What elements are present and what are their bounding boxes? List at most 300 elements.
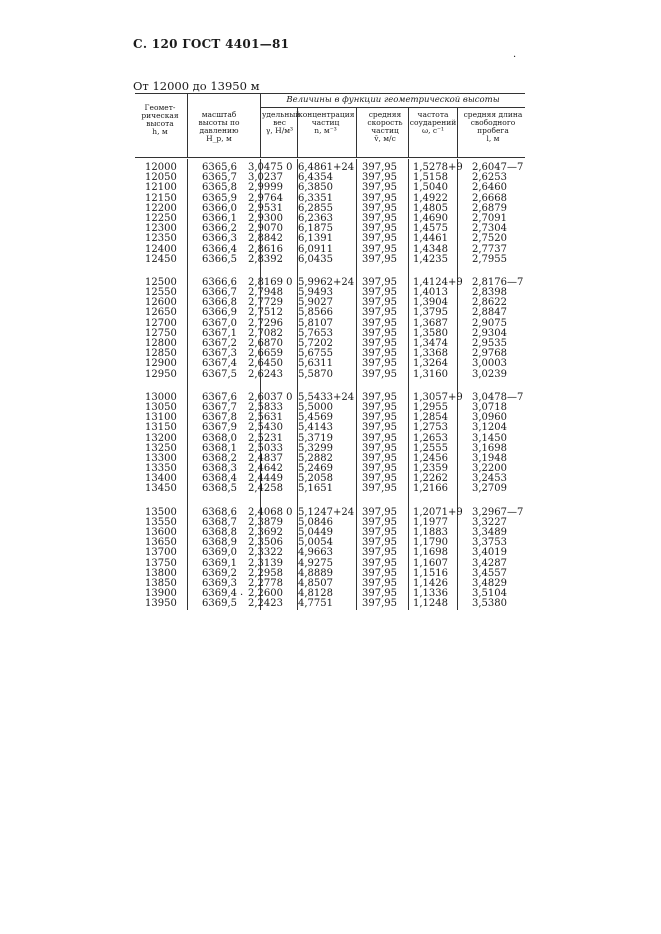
cell-specific-weight: 2,7296 (248, 317, 283, 329)
cell-mean-free-path: 2,8398 (472, 287, 507, 299)
cell-concentration: 5,4569 (298, 412, 333, 424)
cell-mean-free-path: 3,3489 (472, 527, 507, 538)
cell-scale-height: 6367,9 (202, 422, 237, 434)
cell-altitude: 13600 (145, 527, 177, 538)
atmosphere-table (135, 93, 525, 610)
cell-mean-free-path: 2,8847 (472, 307, 507, 319)
cell-mean-free-path: 3,1204 (472, 422, 507, 434)
cell-altitude: 13500 (145, 506, 177, 518)
cell-mean-free-path: 2,9768 (472, 348, 507, 360)
cell-mean-speed: 397,95 (362, 557, 397, 569)
cell-concentration: 4,8889 (298, 567, 333, 579)
cell-concentration: 5,7653 (298, 327, 333, 339)
cell-collision-frequency: 1,4461 (413, 233, 448, 245)
cell-mean-speed: 397,95 (362, 233, 397, 245)
cell-specific-weight: 2,9070 (248, 223, 283, 235)
cell-collision-frequency: 1,5278+9 (413, 162, 463, 173)
cell-collision-frequency: 1,1977 (413, 516, 448, 528)
cell-altitude: 13050 (145, 401, 177, 413)
cell-mean-speed: 397,95 (362, 506, 397, 518)
cell-concentration: 6,1875 (298, 223, 333, 235)
cell-altitude: 12650 (145, 307, 177, 319)
table-head (135, 93, 525, 158)
cell-concentration: 5,9962+24 (298, 276, 355, 288)
cell-mean-speed: 397,95 (362, 192, 397, 204)
cell-scale-height: 6366,3 (202, 233, 237, 245)
cell-specific-weight: 2,5833 (248, 401, 283, 413)
cell-altitude: 13400 (145, 473, 177, 485)
cell-collision-frequency: 1,3904 (413, 297, 448, 309)
table-row (135, 234, 525, 244)
cell-scale-height: 6366,9 (202, 307, 237, 319)
group-header: Величины в функции геометрической высоты (261, 94, 525, 108)
cell-mean-speed: 397,95 (362, 368, 397, 380)
table-body (135, 163, 525, 610)
cell-specific-weight: 2,8842 (248, 233, 283, 245)
cell-mean-speed: 397,95 (362, 327, 397, 339)
cell-collision-frequency: 1,1607 (413, 557, 448, 569)
cell-scale-height: 6369,3 (202, 577, 237, 589)
cell-altitude: 13100 (145, 412, 177, 424)
cell-mean-speed: 397,95 (362, 516, 397, 528)
cell-mean-free-path: 3,2200 (472, 463, 507, 475)
cell-mean-speed: 397,95 (362, 527, 397, 538)
cell-specific-weight: 2,9300 (248, 212, 283, 224)
cell-specific-weight: 2,4449 (248, 473, 283, 485)
cell-altitude: 12000 (145, 162, 177, 173)
cell-scale-height: 6366,4 (202, 243, 237, 255)
cell-mean-speed: 397,95 (362, 338, 397, 349)
cell-scale-height: 6367,7 (202, 401, 237, 413)
table-row (135, 484, 525, 494)
col-header-collision-frequency: частота соударений ω, с⁻¹ (409, 110, 457, 135)
cell-specific-weight: 2,4642 (248, 463, 283, 475)
stray-mark: · (240, 590, 244, 601)
cell-concentration: 5,1651 (298, 483, 333, 495)
cell-mean-free-path: 2,6253 (472, 172, 507, 184)
cell-scale-height: 6366,8 (202, 297, 237, 309)
cell-mean-free-path: 3,0003 (472, 358, 507, 370)
cell-specific-weight: 2,4258 (248, 483, 283, 495)
cell-altitude: 13450 (145, 483, 177, 495)
cell-specific-weight: 2,6870 (248, 338, 283, 349)
cell-concentration: 6,0911 (298, 243, 333, 255)
cell-mean-free-path: 3,4019 (472, 547, 507, 559)
cell-concentration: 4,8128 (298, 588, 333, 600)
cell-mean-free-path: 2,6668 (472, 192, 507, 204)
cell-collision-frequency: 1,1336 (413, 588, 448, 600)
cell-mean-free-path: 2,7955 (472, 253, 507, 265)
cell-collision-frequency: 1,2359 (413, 463, 448, 475)
cell-mean-speed: 397,95 (362, 212, 397, 224)
cell-concentration: 5,4143 (298, 422, 333, 434)
cell-collision-frequency: 1,2456 (413, 452, 448, 464)
col-divider (260, 94, 261, 157)
cell-mean-speed: 397,95 (362, 223, 397, 235)
cell-collision-frequency: 1,2653 (413, 432, 448, 444)
cell-scale-height: 6368,6 (202, 506, 237, 518)
cell-collision-frequency: 1,4690 (413, 212, 448, 224)
cell-specific-weight: 2,3322 (248, 547, 283, 559)
cell-mean-free-path: 3,4557 (472, 567, 507, 579)
cell-collision-frequency: 1,3687 (413, 317, 448, 329)
cell-concentration: 6,3351 (298, 192, 333, 204)
cell-scale-height: 6369,4 (202, 588, 237, 600)
cell-mean-speed: 397,95 (362, 317, 397, 329)
cell-specific-weight: 2,3879 (248, 516, 283, 528)
page-header: С. 120 ГОСТ 4401—81 (133, 37, 290, 51)
cell-concentration: 5,0054 (298, 537, 333, 549)
cell-specific-weight: 2,5231 (248, 432, 283, 444)
cell-specific-weight: 2,4837 (248, 452, 283, 464)
cell-altitude: 13300 (145, 452, 177, 464)
cell-mean-free-path: 3,0960 (472, 412, 507, 424)
cell-concentration: 6,2855 (298, 202, 333, 214)
col-header-scale-height: масштаб высоты по давлению H_p, м (198, 110, 240, 143)
cell-concentration: 6,2363 (298, 212, 333, 224)
cell-concentration: 5,2058 (298, 473, 333, 485)
cell-scale-height: 6368,3 (202, 463, 237, 475)
cell-mean-free-path: 2,6460 (472, 182, 507, 194)
cell-collision-frequency: 1,2555 (413, 442, 448, 454)
cell-scale-height: 6367,1 (202, 327, 237, 339)
cell-concentration: 4,8507 (298, 577, 333, 589)
cell-collision-frequency: 1,3264 (413, 358, 448, 370)
cell-scale-height: 6366,2 (202, 223, 237, 235)
cell-specific-weight: 2,9999 (248, 182, 283, 194)
cell-concentration: 4,9663 (298, 547, 333, 559)
cell-specific-weight: 2,6037 0 (248, 391, 293, 403)
cell-scale-height: 6366,5 (202, 253, 237, 265)
cell-mean-speed: 397,95 (362, 577, 397, 589)
cell-concentration: 5,1247+24 (298, 506, 355, 518)
cell-collision-frequency: 1,3580 (413, 327, 448, 339)
cell-specific-weight: 2,5631 (248, 412, 283, 424)
cell-concentration: 5,3299 (298, 442, 333, 454)
cell-altitude: 13950 (145, 598, 177, 610)
cell-mean-speed: 397,95 (362, 412, 397, 424)
cell-mean-free-path: 3,1450 (472, 432, 507, 444)
cell-scale-height: 6368,9 (202, 537, 237, 549)
cell-mean-free-path: 2,7304 (472, 223, 507, 235)
cell-mean-speed: 397,95 (362, 276, 397, 288)
cell-mean-free-path: 3,1698 (472, 442, 507, 454)
cell-mean-speed: 397,95 (362, 537, 397, 549)
cell-altitude: 12200 (145, 202, 177, 214)
cell-concentration: 6,4354 (298, 172, 333, 184)
cell-collision-frequency: 1,4805 (413, 202, 448, 214)
cell-mean-free-path: 2,9304 (472, 327, 507, 339)
cell-collision-frequency: 1,1790 (413, 537, 448, 549)
cell-collision-frequency: 1,1516 (413, 567, 448, 579)
cell-scale-height: 6368,4 (202, 473, 237, 485)
cell-concentration: 5,5000 (298, 401, 333, 413)
cell-scale-height: 6367,6 (202, 391, 237, 403)
cell-specific-weight: 2,2600 (248, 588, 283, 600)
cell-collision-frequency: 1,1883 (413, 527, 448, 538)
cell-scale-height: 6367,3 (202, 348, 237, 360)
table-row (135, 370, 525, 380)
cell-scale-height: 6365,6 (202, 162, 237, 173)
cell-mean-free-path: 2,6047—7 (472, 162, 524, 173)
cell-mean-speed: 397,95 (362, 182, 397, 194)
row-group (135, 393, 525, 495)
cell-mean-speed: 397,95 (362, 567, 397, 579)
cell-mean-free-path: 3,4829 (472, 577, 507, 589)
stray-mark: · (513, 52, 517, 63)
cell-specific-weight: 2,6243 (248, 368, 283, 380)
cell-scale-height: 6366,1 (202, 212, 237, 224)
cell-altitude: 13350 (145, 463, 177, 475)
cell-specific-weight: 2,4068 0 (248, 506, 293, 518)
cell-specific-weight: 2,3506 (248, 537, 283, 549)
cell-collision-frequency: 1,2753 (413, 422, 448, 434)
cell-specific-weight: 2,7512 (248, 307, 283, 319)
cell-altitude: 13150 (145, 422, 177, 434)
cell-mean-free-path: 3,2709 (472, 483, 507, 495)
table-row (135, 599, 525, 609)
cell-mean-speed: 397,95 (362, 401, 397, 413)
cell-mean-free-path: 2,8176—7 (472, 276, 524, 288)
cell-mean-speed: 397,95 (362, 483, 397, 495)
col-header-mean-speed: средняя скорость частиц v̄, м/с (367, 110, 403, 143)
cell-scale-height: 6367,5 (202, 368, 237, 380)
cell-scale-height: 6368,1 (202, 442, 237, 454)
cell-specific-weight: 3,0237 (248, 172, 283, 184)
cell-altitude: 12950 (145, 368, 177, 380)
cell-concentration: 6,0435 (298, 253, 333, 265)
cell-scale-height: 6367,2 (202, 338, 237, 349)
cell-altitude: 13650 (145, 537, 177, 549)
cell-concentration: 5,5433+24 (298, 391, 355, 403)
cell-mean-speed: 397,95 (362, 162, 397, 173)
cell-altitude: 12250 (145, 212, 177, 224)
cell-altitude: 12850 (145, 348, 177, 360)
cell-specific-weight: 2,8169 0 (248, 276, 293, 288)
cell-collision-frequency: 1,5158 (413, 172, 448, 184)
cell-collision-frequency: 1,4922 (413, 192, 448, 204)
cell-altitude: 12600 (145, 297, 177, 309)
cell-scale-height: 6368,0 (202, 432, 237, 444)
cell-collision-frequency: 1,2955 (413, 401, 448, 413)
cell-mean-speed: 397,95 (362, 202, 397, 214)
cell-mean-speed: 397,95 (362, 422, 397, 434)
cell-scale-height: 6365,9 (202, 192, 237, 204)
cell-specific-weight: 2,5033 (248, 442, 283, 454)
cell-concentration: 5,2882 (298, 452, 333, 464)
cell-collision-frequency: 1,4348 (413, 243, 448, 255)
cell-mean-free-path: 3,0718 (472, 401, 507, 413)
cell-altitude: 12500 (145, 276, 177, 288)
cell-scale-height: 6368,2 (202, 452, 237, 464)
cell-altitude: 12550 (145, 287, 177, 299)
cell-mean-free-path: 2,8622 (472, 297, 507, 309)
cell-altitude: 12050 (145, 172, 177, 184)
cell-scale-height: 6368,7 (202, 516, 237, 528)
cell-concentration: 5,8566 (298, 307, 333, 319)
cell-specific-weight: 2,8392 (248, 253, 283, 265)
cell-concentration: 5,5870 (298, 368, 333, 380)
cell-altitude: 12150 (145, 192, 177, 204)
cell-collision-frequency: 1,3160 (413, 368, 448, 380)
col-divider (356, 108, 357, 157)
cell-scale-height: 6366,6 (202, 276, 237, 288)
cell-collision-frequency: 1,1248 (413, 598, 448, 610)
cell-altitude: 12300 (145, 223, 177, 235)
cell-scale-height: 6369,1 (202, 557, 237, 569)
cell-specific-weight: 2,9531 (248, 202, 283, 214)
cell-mean-free-path: 2,9075 (472, 317, 507, 329)
cell-mean-free-path: 3,3227 (472, 516, 507, 528)
cell-concentration: 4,7751 (298, 598, 333, 610)
cell-concentration: 4,9275 (298, 557, 333, 569)
cell-concentration: 5,0449 (298, 527, 333, 538)
cell-specific-weight: 2,3139 (248, 557, 283, 569)
cell-collision-frequency: 1,4013 (413, 287, 448, 299)
cell-collision-frequency: 1,3368 (413, 348, 448, 360)
cell-altitude: 13850 (145, 577, 177, 589)
col-divider (187, 94, 188, 157)
cell-altitude: 12900 (145, 358, 177, 370)
cell-collision-frequency: 1,3795 (413, 307, 448, 319)
cell-specific-weight: 2,6450 (248, 358, 283, 370)
cell-specific-weight: 2,7729 (248, 297, 283, 309)
cell-scale-height: 6368,8 (202, 527, 237, 538)
cell-altitude: 13900 (145, 588, 177, 600)
col-header-mean-free-path: средняя длина свободного пробега l, м (463, 110, 523, 143)
cell-mean-free-path: 3,0478—7 (472, 391, 524, 403)
cell-mean-speed: 397,95 (362, 243, 397, 255)
cell-altitude: 12750 (145, 327, 177, 339)
row-group (135, 278, 525, 380)
cell-mean-free-path: 2,6879 (472, 202, 507, 214)
cell-scale-height: 6365,7 (202, 172, 237, 184)
cell-mean-free-path: 2,9535 (472, 338, 507, 349)
cell-altitude: 13550 (145, 516, 177, 528)
cell-mean-speed: 397,95 (362, 432, 397, 444)
cell-concentration: 5,8107 (298, 317, 333, 329)
cell-collision-frequency: 1,3474 (413, 338, 448, 349)
cell-scale-height: 6368,5 (202, 483, 237, 495)
cell-scale-height: 6367,4 (202, 358, 237, 370)
cell-specific-weight: 2,2958 (248, 567, 283, 579)
cell-mean-speed: 397,95 (362, 442, 397, 454)
cell-altitude: 13750 (145, 557, 177, 569)
cell-mean-speed: 397,95 (362, 358, 397, 370)
cell-mean-speed: 397,95 (362, 307, 397, 319)
cell-concentration: 5,9027 (298, 297, 333, 309)
cell-concentration: 6,4861+24 (298, 162, 355, 173)
cell-scale-height: 6365,8 (202, 182, 237, 194)
cell-concentration: 5,7202 (298, 338, 333, 349)
cell-collision-frequency: 1,4124+9 (413, 276, 463, 288)
cell-specific-weight: 2,5430 (248, 422, 283, 434)
cell-mean-free-path: 2,7737 (472, 243, 507, 255)
cell-concentration: 5,2469 (298, 463, 333, 475)
cell-mean-speed: 397,95 (362, 598, 397, 610)
cell-specific-weight: 2,8616 (248, 243, 283, 255)
cell-scale-height: 6369,0 (202, 547, 237, 559)
cell-altitude: 13200 (145, 432, 177, 444)
cell-altitude: 12350 (145, 233, 177, 245)
col-header-specific-weight: удельный вес γ, Н/м³ (262, 110, 301, 135)
cell-mean-speed: 397,95 (362, 463, 397, 475)
cell-collision-frequency: 1,2166 (413, 483, 448, 495)
cell-collision-frequency: 1,5040 (413, 182, 448, 194)
cell-specific-weight: 3,0475 0 (248, 162, 293, 173)
cell-mean-speed: 397,95 (362, 348, 397, 360)
cell-altitude: 12700 (145, 317, 177, 329)
cell-specific-weight: 2,7082 (248, 327, 283, 339)
cell-mean-free-path: 2,7091 (472, 212, 507, 224)
cell-concentration: 6,3850 (298, 182, 333, 194)
cell-concentration: 5,9493 (298, 287, 333, 299)
cell-specific-weight: 2,2778 (248, 577, 283, 589)
cell-specific-weight: 2,9764 (248, 192, 283, 204)
cell-mean-free-path: 3,3753 (472, 537, 507, 549)
col-header-concentration: концентрация частиц n, м⁻³ (298, 110, 355, 135)
cell-mean-free-path: 3,0239 (472, 368, 507, 380)
cell-mean-speed: 397,95 (362, 391, 397, 403)
cell-altitude: 12400 (145, 243, 177, 255)
cell-collision-frequency: 1,4575 (413, 223, 448, 235)
cell-concentration: 5,6755 (298, 348, 333, 360)
row-group (135, 163, 525, 265)
cell-scale-height: 6366,7 (202, 287, 237, 299)
cell-collision-frequency: 1,4235 (413, 253, 448, 265)
col-header-altitude: Геомет- рическая высота h, м (141, 103, 179, 136)
cell-altitude: 12800 (145, 338, 177, 349)
cell-mean-free-path: 3,1948 (472, 452, 507, 464)
cell-mean-speed: 397,95 (362, 172, 397, 184)
cell-specific-weight: 2,2423 (248, 598, 283, 610)
cell-altitude: 13800 (145, 567, 177, 579)
cell-mean-free-path: 2,7520 (472, 233, 507, 245)
cell-mean-free-path: 3,4287 (472, 557, 507, 569)
cell-altitude: 13700 (145, 547, 177, 559)
cell-concentration: 5,3719 (298, 432, 333, 444)
cell-collision-frequency: 1,2854 (413, 412, 448, 424)
cell-mean-speed: 397,95 (362, 253, 397, 265)
cell-mean-speed: 397,95 (362, 297, 397, 309)
cell-mean-speed: 397,95 (362, 452, 397, 464)
cell-scale-height: 6366,0 (202, 202, 237, 214)
cell-scale-height: 6367,8 (202, 412, 237, 424)
cell-specific-weight: 2,6659 (248, 348, 283, 360)
cell-mean-speed: 397,95 (362, 473, 397, 485)
row-group (135, 508, 525, 610)
cell-collision-frequency: 1,2071+9 (413, 506, 463, 518)
cell-mean-free-path: 3,5104 (472, 588, 507, 600)
cell-scale-height: 6369,2 (202, 567, 237, 579)
page-subtitle: От 12000 до 13950 м (133, 79, 260, 93)
cell-specific-weight: 2,3692 (248, 527, 283, 538)
cell-mean-free-path: 3,2967—7 (472, 506, 524, 518)
cell-altitude: 12450 (145, 253, 177, 265)
cell-collision-frequency: 1,3057+9 (413, 391, 463, 403)
cell-collision-frequency: 1,1698 (413, 547, 448, 559)
cell-concentration: 6,1391 (298, 233, 333, 245)
cell-mean-speed: 397,95 (362, 287, 397, 299)
cell-scale-height: 6369,5 (202, 598, 237, 610)
cell-mean-free-path: 3,2453 (472, 473, 507, 485)
cell-concentration: 5,6311 (298, 358, 333, 370)
cell-mean-free-path: 3,5380 (472, 598, 507, 610)
cell-altitude: 12100 (145, 182, 177, 194)
cell-mean-speed: 397,95 (362, 547, 397, 559)
cell-collision-frequency: 1,1426 (413, 577, 448, 589)
cell-specific-weight: 2,7948 (248, 287, 283, 299)
